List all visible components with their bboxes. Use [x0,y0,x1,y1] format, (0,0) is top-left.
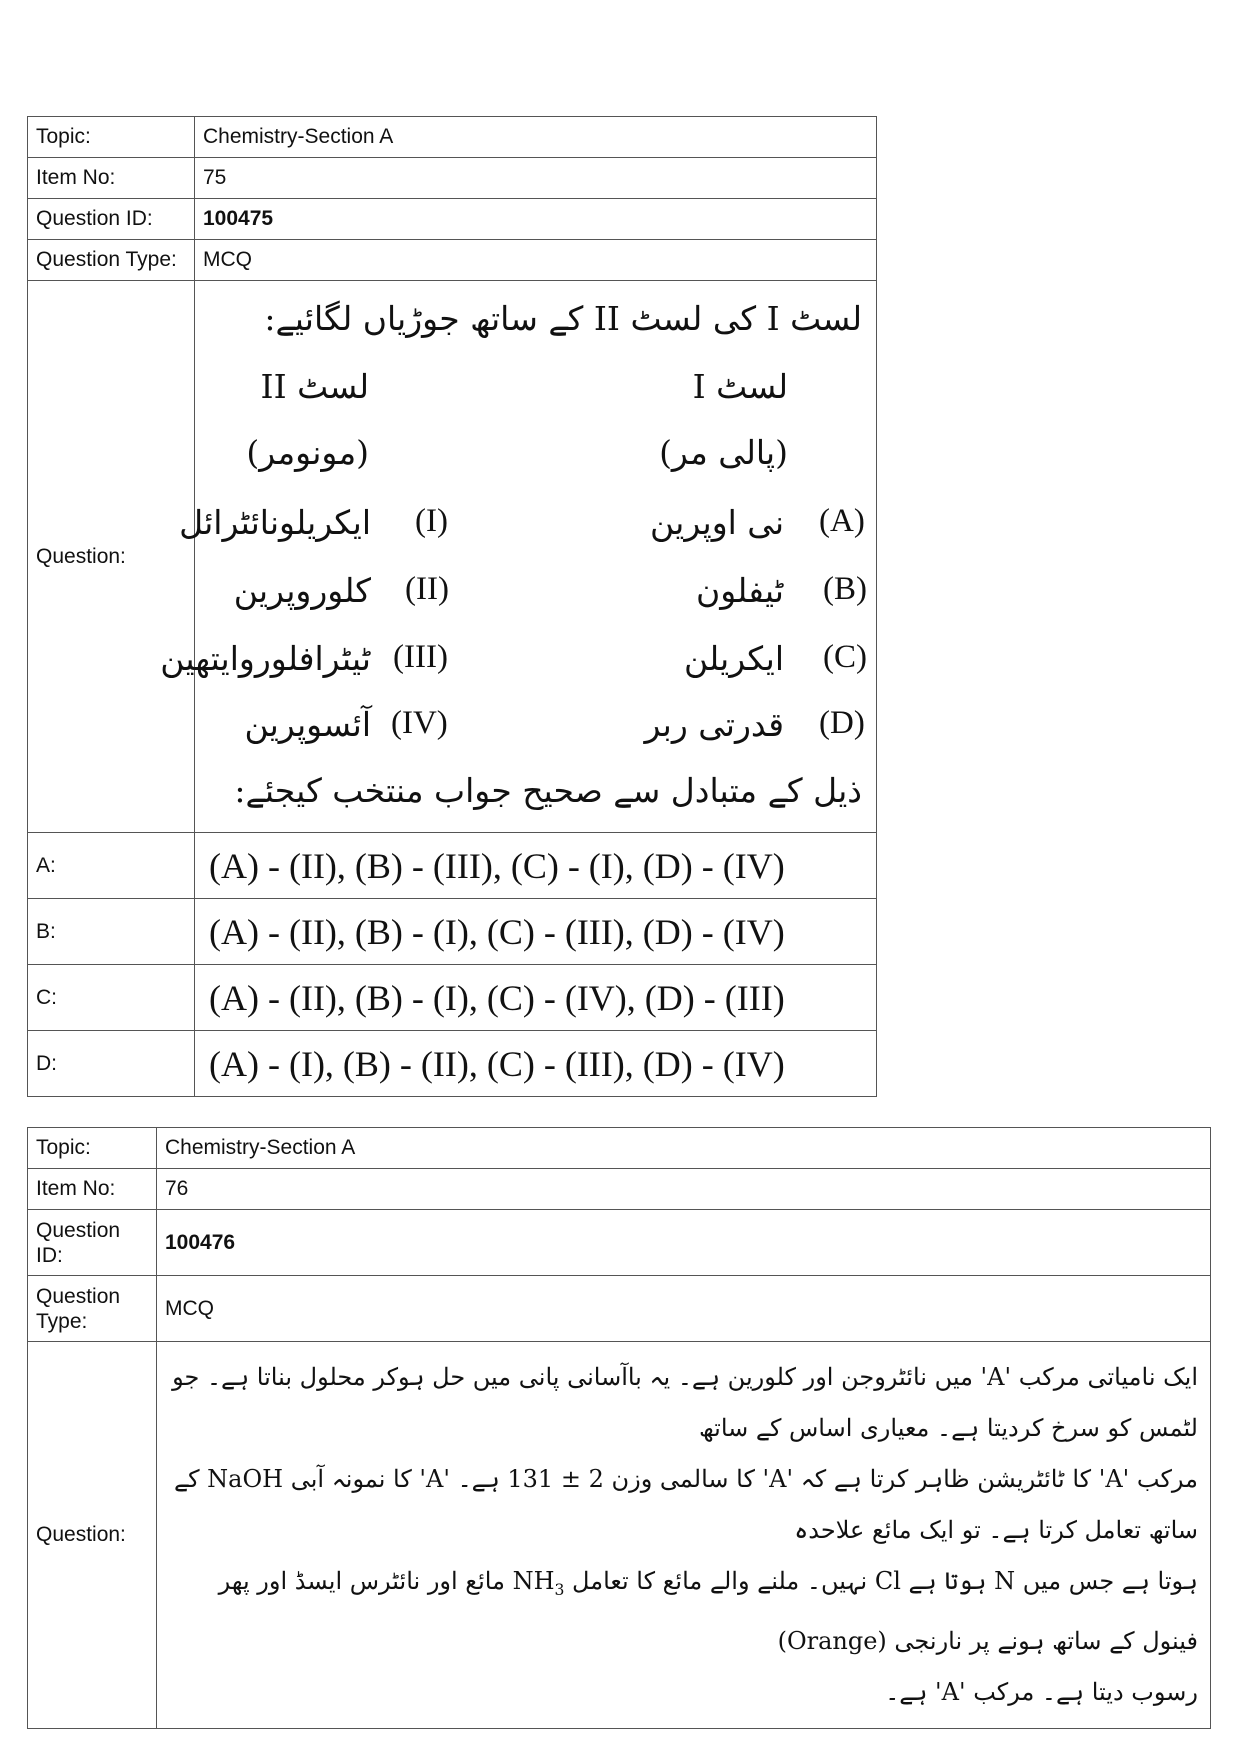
question-body [160,281,877,833]
question-line-3-part-1: ہوتا ہے جس میں N ہوتا ہے Cl نہیں۔ ملنے والے مائع کا تعامل NH [512,1567,1198,1595]
option-c-label: C: [28,965,195,1031]
option-c-text: (A) - (II), (B) - (I), (C) - (IV), (D) - (III) [195,965,877,1031]
list2-key-ii: (II) [405,571,449,607]
item-no-value: 75 [195,158,877,199]
list2-subtitle: (مونومر) [246,433,369,472]
topic-value: Chemistry-Section A [157,1128,1211,1169]
list2-item-iv: آئسوپرین [244,705,371,744]
item-no-label: Item No: [28,1169,157,1210]
question-line-1: ایک نامیاتی مرکب 'A' میں نائٹروجن اور کلورین ہے۔ یہ باآسانی پانی میں حل ہوکر محلول بناتا ہے۔ جو لٹمس کو سرخ کردیتا ہے۔ معیاری اساس کے ساتھ [172,1363,1198,1442]
list2-item-iii: ٹیٹرافلوروایتھین [160,639,371,678]
item-no-value: 76 [157,1169,1211,1210]
topic-label: Topic: [28,117,195,158]
list2-item-i: ایکریلونائٹرائل [179,503,371,542]
list1-subtitle: (پالی مر) [659,433,788,472]
question-id-label: Question ID: [28,199,195,240]
question-id-value: 100476 [157,1210,1211,1276]
question-75-table [27,116,877,1097]
nh3-subscript: 3 [554,1580,565,1599]
list1-item-c: ایکریلن [683,639,784,678]
question-id-label: Question ID: [28,1210,157,1276]
question-id-value: 100475 [195,199,877,240]
question-76-table [27,1127,1211,1729]
question-type-label: Question Type: [28,1276,157,1342]
question-line-2: مرکب 'A' کا ٹائٹریشن ظاہر کرتا ہے کہ 'A' کا سالمی وزن 2 ± 131 ہے۔ 'A' کا نمونہ آبی NaOH کے ساتھ تعامل کرتا ہے۔ تو ایک مائع علاحدہ [174,1465,1198,1544]
question-line-4: رسوب دیتا ہے۔ مرکب 'A' ہے۔ [885,1677,1198,1706]
item-no-label: Item No: [28,158,195,199]
question-label: Question: [28,281,195,833]
instruction-text: لسٹ I کی لسٹ II کے ساتھ جوڑیاں لگائیے: [264,299,862,338]
question-body [157,1342,1211,1729]
list2-title: لسٹ II [260,367,369,406]
list1-key-b: (B) [823,571,867,607]
list1-key-a: (A) [819,503,865,539]
option-d-text: (A) - (I), (B) - (II), (C) - (III), (D) - (IV) [195,1031,877,1097]
question-type-label: Question Type: [28,240,195,281]
option-a-label: A: [28,833,195,899]
option-b-text: (A) - (II), (B) - (I), (C) - (III), (D) - (IV) [195,899,877,965]
list1-item-b: ٹیفلون [695,571,784,610]
list2-key-iv: (IV) [391,705,448,741]
question-line-3-part-2: مائع اور نائٹرس ایسڈ اور پھر فینول کے ساتھ ہونے پر نارنجی (Orange) [218,1567,1198,1655]
list1-key-c: (C) [823,639,867,675]
question-label: Question: [28,1342,157,1729]
question-type-value: MCQ [157,1276,1211,1342]
question-type-value: MCQ [195,240,877,281]
topic-value: Chemistry-Section A [195,117,877,158]
option-d-label: D: [28,1031,195,1097]
list1-item-d: قدرتی ربر [644,705,784,744]
question-line-3 [169,1556,1198,1667]
list1-key-d: (D) [819,705,865,741]
option-b-label: B: [28,899,195,965]
list1-item-a: نی اوپرین [650,503,784,542]
list2-key-i: (I) [415,503,448,539]
list2-item-ii: کلوروپرین [233,571,371,610]
list1-title: لسٹ I [692,367,788,406]
option-a-text: (A) - (II), (B) - (III), (C) - (I), (D) - (IV) [195,833,877,899]
topic-label: Topic: [28,1128,157,1169]
list2-key-iii: (III) [393,639,448,675]
instruction-footer: ذیل کے متبادل سے صحیح جواب منتخب کیجئے: [234,771,862,810]
